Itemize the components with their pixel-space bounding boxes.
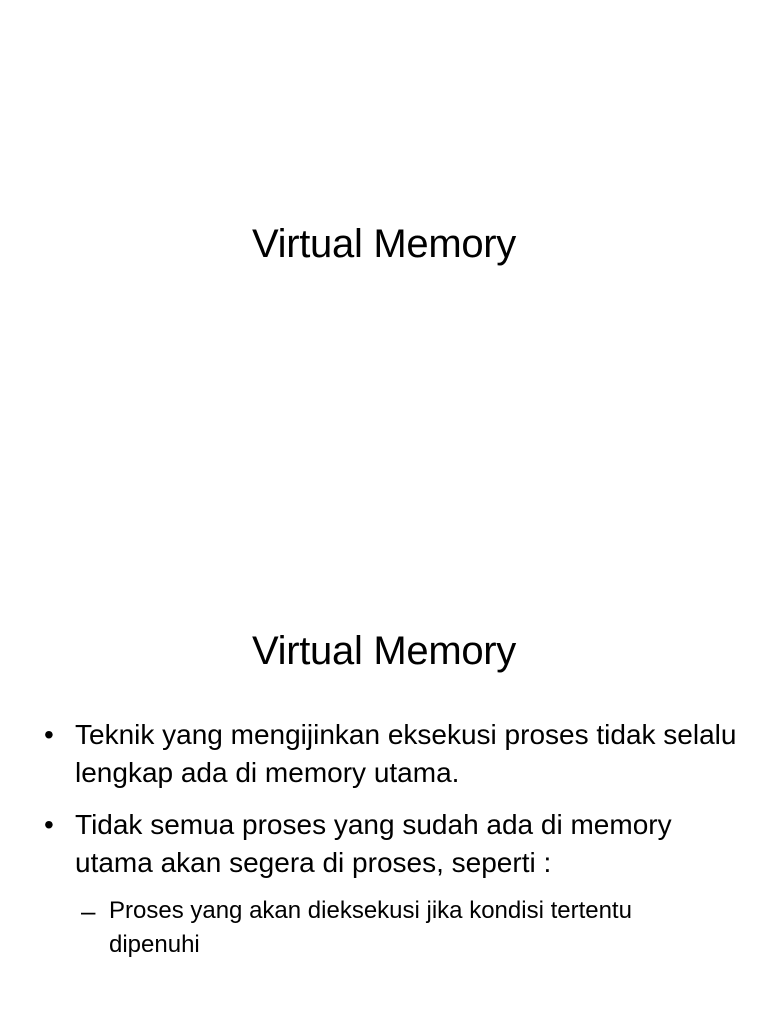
bullet-icon: • (44, 809, 54, 840)
slide-title: Virtual Memory (251, 629, 517, 673)
bullet-icon: • (44, 719, 54, 750)
content-slide (0, 576, 768, 1024)
bullet-text: Teknik yang mengijinkan eksekusi proses tidak selalu lengkap ada di memory utama. (75, 719, 737, 788)
dash-icon: – (81, 896, 96, 926)
sub-bullet-text: Proses yang akan dieksekusi jika kondisi tertentu dipenuhi (109, 897, 632, 958)
bullet-item (44, 806, 744, 962)
sub-bullet-list (75, 894, 744, 962)
bullet-text: Tidak semua proses yang sudah ada di memory utama akan segera di proses, seperti : (75, 809, 672, 878)
slide-title: Virtual Memory (251, 222, 517, 266)
sub-bullet-item (75, 894, 704, 962)
bullet-list (44, 716, 744, 976)
bullet-item (44, 716, 744, 792)
